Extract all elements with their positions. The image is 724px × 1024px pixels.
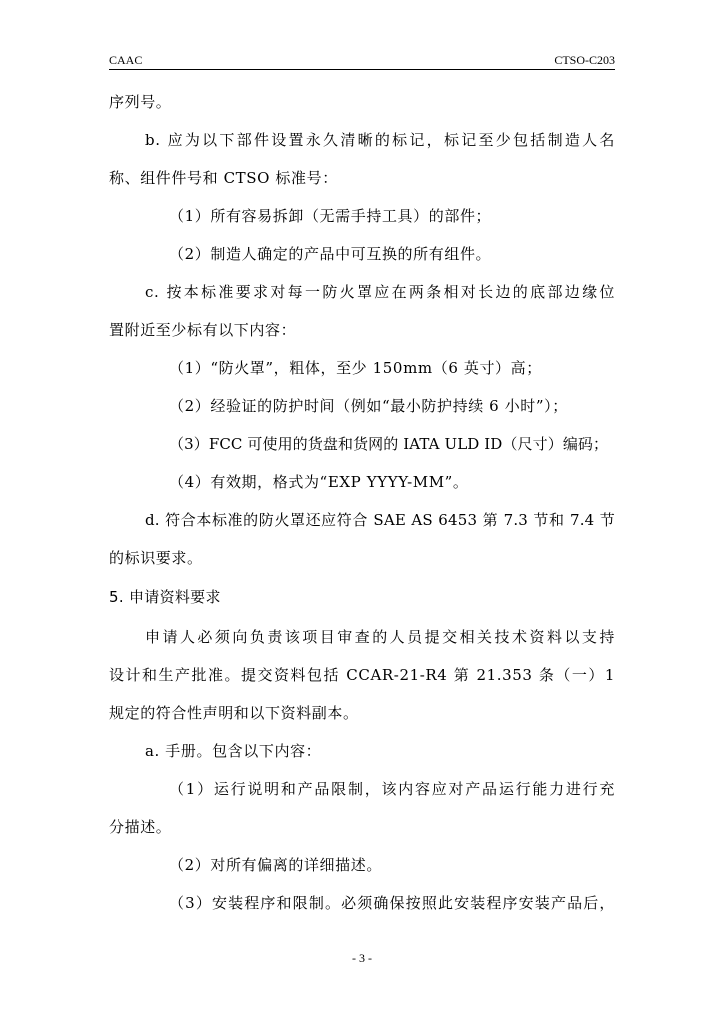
item-d-line2: 的标识要求。: [109, 549, 203, 567]
page-number: - 3 -: [352, 951, 372, 965]
header-right-doc-number: CTSO-C203: [554, 53, 615, 67]
document-body: [109, 92, 615, 913]
item-c-sub1: （1）“防火罩”，粗体，至少 150mm（6 英寸）高；: [169, 359, 542, 377]
page-header: [109, 52, 615, 68]
item-c-sub2: （2）经验证的防护时间（例如“最小防护持续 6 小时”）；: [169, 397, 568, 415]
item-c-sub3: （3）FCC 可使用的货盘和货网的 IATA ULD ID（尺寸）编码；: [169, 435, 609, 453]
item-a-manual: a. 手册。包含以下内容：: [145, 742, 322, 760]
section-5-para-line2: 设计和生产批准。提交资料包括 CCAR-21-R4 第 21.353 条（一）1: [109, 666, 615, 684]
line-continuation: 序列号。: [109, 93, 172, 111]
section-5-para-line1: 申请人必须向负责该项目审查的人员提交相关技术资料以支持: [145, 628, 615, 646]
item-a-sub3: （3）安装程序和限制。必须确保按照此安装程序安装产品后，: [169, 894, 615, 912]
header-rule: [109, 69, 615, 70]
item-a-sub1-line1: （1）运行说明和产品限制，该内容应对产品运行能力进行充: [169, 780, 615, 798]
item-a-sub2: （2）对所有偏离的详细描述。: [169, 856, 382, 874]
item-b-line1: b. 应为以下部件设置永久清晰的标记，标记至少包括制造人名: [145, 131, 615, 149]
item-b-line2: 称、组件件号和 CTSO 标准号：: [109, 169, 338, 187]
header-left-caac: CAAC: [109, 53, 143, 67]
item-c-sub4: （4）有效期，格式为“EXP YYYY-MM”。: [169, 473, 469, 491]
item-d-line1: d. 符合本标准的防火罩还应符合 SAE AS 6453 第 7.3 节和 7.4 节: [145, 511, 615, 529]
section-5-heading: 5. 申请资料要求: [109, 588, 221, 606]
item-a-sub1-line2: 分描述。: [109, 818, 172, 836]
section-5-para-line3: 规定的符合性声明和以下资料副本。: [109, 704, 359, 722]
item-c-line2: 置附近至少标有以下内容：: [109, 321, 297, 339]
item-b-sub2: （2）制造人确定的产品中可互换的所有组件。: [169, 245, 492, 263]
item-b-sub1: （1）所有容易拆卸（无需手持工具）的部件；: [169, 207, 492, 225]
item-c-line1: c. 按本标准要求对每一防火罩应在两条相对长边的底部边缘位: [145, 283, 615, 301]
